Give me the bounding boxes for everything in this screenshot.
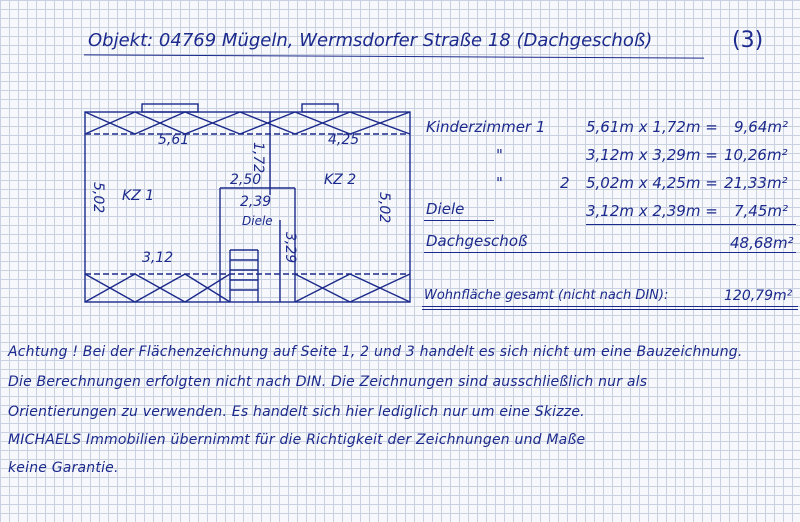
notice-line: Orientierungen zu verwenden. Es handelt sich hier lediglich nur um eine Skizze. <box>8 404 585 420</box>
dim-corridor-top: 2,50 <box>230 172 262 188</box>
dim-bottom-left: 3,12 <box>142 250 174 266</box>
total-value: 48,68m² <box>730 234 794 252</box>
area-row-label: Kinderzimmer 1 <box>426 118 546 136</box>
notice-line: Die Berechnungen erfolgten nicht nach DIN. Die Zeichnungen sind ausschließlich nur als <box>8 374 648 390</box>
notice-line: Achtung ! Bei der Flächenzeichnung auf Seite 1, 2 und 3 handelt es sich nicht um eine Bauzeichnung. <box>8 344 743 360</box>
dim-left-side: 5,02 <box>90 182 106 214</box>
sum-line <box>586 224 796 225</box>
area-row-calc: 3,12m x 2,39m = <box>586 202 718 220</box>
page-title: Objekt: 04769 Mügeln, Wermsdorfer Straße 18 (Dachgeschoß) <box>88 30 653 51</box>
area-row-label: " <box>496 174 503 192</box>
area-row-calc: 5,61m x 1,72m = <box>586 118 718 136</box>
hatch-top <box>85 112 410 134</box>
living-area-underline-2 <box>422 309 798 310</box>
area-row-result: 9,64m² <box>734 118 789 136</box>
area-row-result: 10,26m² <box>724 146 788 164</box>
room-kz2: KZ 2 <box>324 172 357 188</box>
dim-top-left: 5,61 <box>158 132 190 148</box>
underline-diele <box>424 220 494 221</box>
dim-top-right: 4,25 <box>328 132 360 148</box>
stairs <box>230 250 258 302</box>
notice-line: keine Garantie. <box>8 460 119 476</box>
area-row-result: 7,45m² <box>734 202 789 220</box>
dim-right-side: 5,02 <box>376 192 392 224</box>
window-left <box>142 104 198 112</box>
notice-line: MICHAELS Immobilien übernimmt für die Richtigkeit der Zeichnungen und Maße <box>8 432 586 448</box>
area-row-number: 2 <box>560 174 570 192</box>
area-row-calc: 5,02m x 4,25m = <box>586 174 718 192</box>
area-row-label: Diele <box>426 200 465 218</box>
total-underline <box>424 252 796 253</box>
dim-corridor-inner: 2,39 <box>240 194 272 210</box>
window-right <box>302 104 338 112</box>
total-label: Dachgeschoß <box>426 232 528 250</box>
living-area-label: Wohnfläche gesamt (nicht nach DIN): <box>424 288 669 303</box>
room-kz1: KZ 1 <box>122 188 155 204</box>
hatch-bottom <box>85 274 410 302</box>
room-hall: Diele <box>242 214 273 228</box>
living-area-value: 120,79m² <box>724 288 793 304</box>
area-row-calc: 3,12m x 3,29m = <box>586 146 718 164</box>
area-row-result: 21,33m² <box>724 174 788 192</box>
floor-plan <box>80 100 420 310</box>
title-underline <box>84 54 704 58</box>
page-number: (3) <box>732 28 764 53</box>
dim-stair-side: 1,72 <box>250 142 266 174</box>
dim-corridor-right: 3,29 <box>282 232 298 264</box>
living-area-underline-1 <box>422 306 798 307</box>
area-row-label: " <box>496 146 503 164</box>
